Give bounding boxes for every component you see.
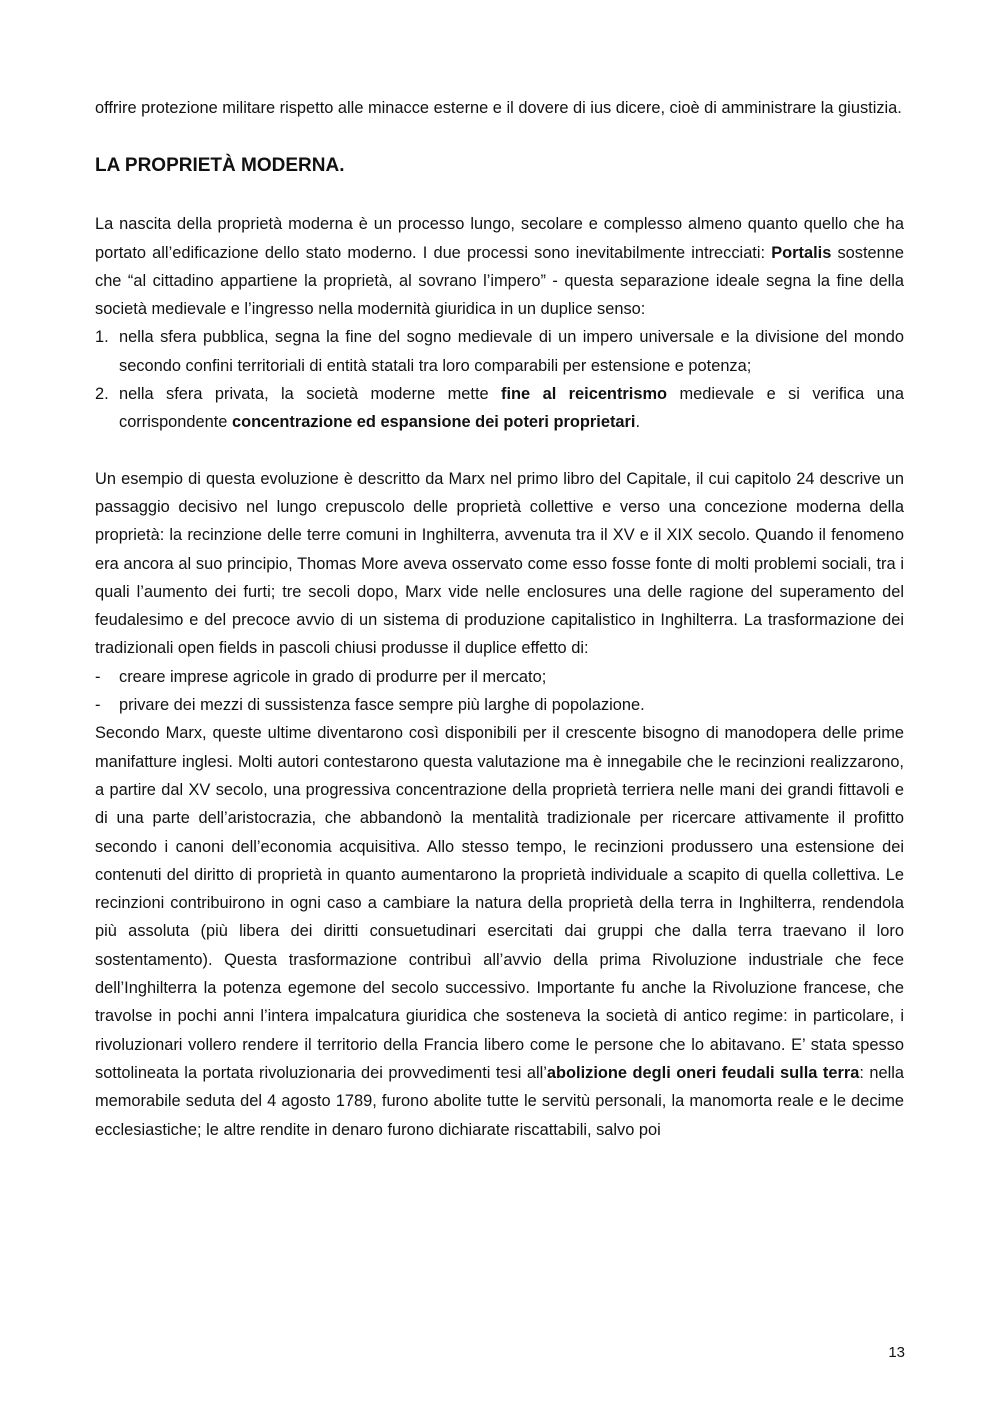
bold-text: concentrazione ed espansione dei poteri proprietari (231, 413, 636, 432)
list-item (95, 380, 904, 437)
text-run: creare imprese agricole in grado di produrre per il mercato; (119, 667, 547, 686)
spacer (95, 180, 904, 210)
bold-text: fine al reicentrismo (501, 385, 668, 404)
dash-list (95, 663, 904, 720)
text-run: sostenne che “al cittadino appartiene la proprietà, al sovrano l’impero” - questa separazione ideale segna la fine della società medievale e l’ingresso nella modernità giuridica in un duplice senso: (95, 243, 904, 319)
list-item (95, 323, 904, 380)
text-run: . (635, 413, 641, 432)
list-marker: - (95, 696, 101, 715)
list-marker: 1. (95, 328, 109, 347)
text-run: : nella memorabile seduta del 4 agosto 1789, furono abolite tutte le servitù personali, la manomorta reale e le decime ecclesiastiche; le altre rendite in denaro furono dichiarate riscattabili, salvo poi (95, 1063, 904, 1139)
paragraph-marx: Un esempio di questa evoluzione è descritto da Marx nel primo libro del Capitale, il cui capitolo 24 descrive un passaggio decisivo nel lungo crepuscolo delle proprietà collettive e verso una concezione moderna della proprietà: la recinzione delle terre comuni in Inghilterra, avvenuta tra il XV e il XIX secolo. Quando il fenomeno era ancora al suo principio, Thomas More aveva osservato come esso fosse fonte di molti problemi sociali, tra i quali l’aumento dei furti; tre secoli dopo, Marx vide nelle enclosures una delle ragione del superamento del feudalesimo e del precoce avvio di un sistema di produzione capitalistico in Inghilterra. La trasformazione dei tradizionali open fields in pascoli chiusi produsse il duplice effetto di: (95, 469, 904, 658)
text-run: nella sfera privata, la società moderne mette (119, 385, 502, 404)
bold-portalis: Portalis (771, 243, 832, 262)
list-marker: 2. (95, 385, 109, 404)
numbered-list (95, 323, 904, 436)
text-run: privare dei mezzi di sussistenza fasce sempre più larghe di popolazione. (119, 696, 645, 715)
list-item (95, 691, 904, 719)
spacer (95, 122, 904, 152)
section-heading: LA PROPRIETÀ MODERNA. (95, 155, 345, 177)
page-number: 13 (888, 1344, 905, 1361)
paragraph-recinzioni (95, 719, 904, 1143)
list-marker: - (95, 667, 101, 686)
page-content (95, 94, 904, 1144)
text-run: Secondo Marx, queste ultime diventarono così disponibili per il crescente bisogno di manodopera delle prime manifatture inglesi. Molti autori contestarono questa valutazione ma è innegabile che le recinzioni realizzarono, a partire dal XV secolo, una progressiva concentrazione della proprietà terriera nelle mani dei grandi fittavoli e di una parte dell’aristocrazia, che abbandonò la mentalità tradizionale per ricercare attivamente il profitto secondo i canoni dell’economia acquisitiva. Allo stesso tempo, le recinzioni produssero una estensione dei contenuti del diritto di proprietà in quanto aumentarono la proprietà individuale a scapito di quella collettiva. Le recinzioni contribuirono in ogni caso a cambiare la natura della proprietà della terra in Inghilterra, rendendola più assoluta (più libera dei diritti consuetudinari esercitati dai gruppi che dalla terra traevano il loro sostentamento). Questa trasformazione contribuì all’avvio della prima Rivoluzione industriale che fece dell’Inghilterra la potenza egemone del secolo successivo. Importante fu anche la Rivoluzione francese, che travolse in pochi anni l’intera impalcatura giuridica che sosteneva la società di antico regime: in particolare, i rivoluzionari vollero rendere il territorio della Francia libero come le persone che lo abitavano. E’ stata spesso sottolineata la portata rivoluzionaria dei provvedimenti tesi all’ (95, 724, 904, 1082)
text-run: La nascita della proprietà moderna è un processo lungo, secolare e complesso almeno quanto quello che ha portato all’edificazione dello stato moderno. I due processi sono inevitabilmente intrecciati: (95, 215, 904, 262)
intro-paragraph: offrire protezione militare rispetto alle minacce esterne e il dovere di ius dicere, cioè di amministrare la giustizia. (95, 99, 902, 117)
list-item (95, 663, 904, 691)
spacer (95, 437, 904, 465)
paragraph-portalis (95, 210, 904, 323)
text-run: nella sfera pubblica, segna la fine del sogno medievale di un impero universale e la divisione del mondo secondo confini territoriali di entità statali tra loro comparabili per estensione e potenza; (119, 328, 904, 375)
bold-text: abolizione degli oneri feudali sulla terra (546, 1063, 860, 1082)
text-run: medievale e si verifica una corrispondente (119, 385, 904, 432)
